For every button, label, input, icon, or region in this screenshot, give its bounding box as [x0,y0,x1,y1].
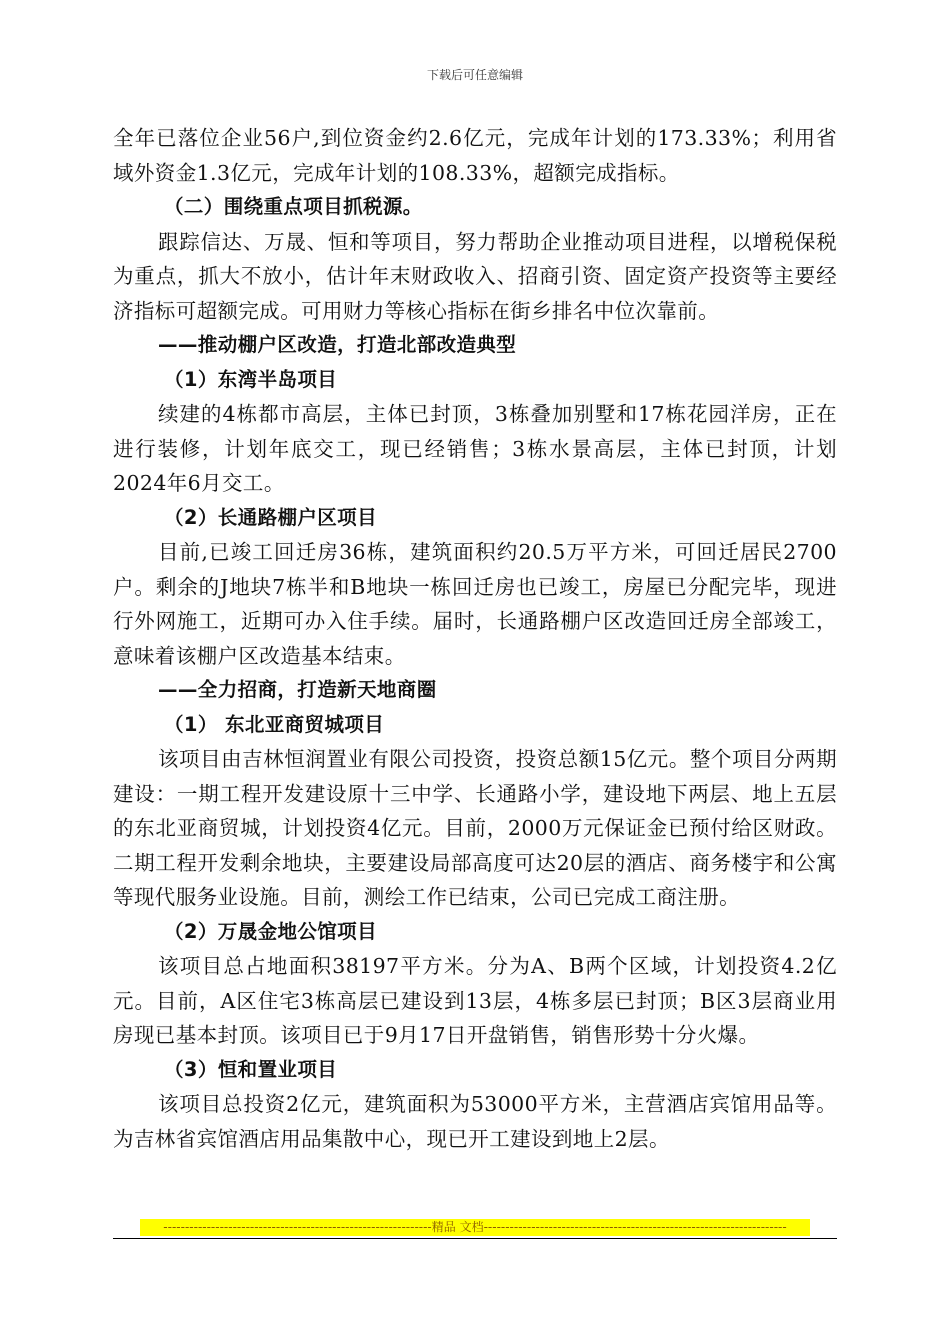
section-heading-investment-promotion: ——全力招商，打造新天地商圈 [158,678,437,701]
subheading-henghe-property: （3）恒和置业项目 [164,1057,338,1081]
paragraph-northeast-asia-trade-city: 该项目由吉林恒润置业有限公司投资，投资总额15亿元。整个项目分两期建设：一期工程开发建设原十三中学、长通路小学，建设地下两层、地上五层的东北亚商贸城，计划投资4亿元。目前，2000万元保证金已预付给区财政。二期工程开发剩余地块，主要建设局部高度可达20层的酒店、商务楼宇和公寓等现代服务业设施。目前，测绘工作已结束，公司已完成工商注册。 [113,747,837,909]
footer-divider [113,1238,837,1239]
paragraph-dongwan-peninsula: 续建的4栋都市高层，主体已封顶，3栋叠加别墅和17栋花园洋房，正在进行装修，计划年底交工，现已经销售；3栋水景高层，主体已封顶，计划2024年6月交工。 [113,402,837,495]
paragraph-changtong-road: 目前,已竣工回迁房36栋，建筑面积约20.5万平方米，可回迁居民2700户。剩余的J地块7栋半和B地块一栋回迁房也已竣工，房屋已分配完毕，现进行外网施工，近期可办入住手续。届时，长通路棚户区改造回迁房全部竣工，意味着该棚户区改造基本结束。 [113,540,837,668]
page-header: 下载后可任意编辑 [426,68,523,82]
subheading-northeast-asia-trade-city: （1） 东北亚商贸城项目 [164,712,385,736]
subheading-wansheng-jindi: （2）万晟金地公馆项目 [164,919,377,943]
paragraph-tax-sources: 跟踪信达、万晟、恒和等项目，努力帮助企业推动项目进程，以增税保税为重点，抓大不放小，估计年末财政收入、招商引资、固定资产投资等主要经济指标可超额完成。可用财力等核心指标在街乡排名中位次靠前。 [113,229,837,323]
section-heading-tax-sources: （二）围绕重点项目抓税源。 [164,195,423,218]
subheading-changtong-road: （2）长通路棚户区项目 [164,505,377,529]
paragraph-funding-summary: 全年已落位企业56户,到位资金约2.6亿元，完成年计划的173.33%；利用省域外资金1.3亿元，完成年计划的108.33%，超额完成指标。 [113,126,837,185]
paragraph-henghe-property: 该项目总投资2亿元，建筑面积为53000平方米，主营酒店宾馆用品等。为吉林省宾馆酒店用品集散中心，现已开工建设到地上2层。 [113,1092,837,1151]
footer-watermark-band: --------------------------------------------------------------精品 文档---------------------------------------------------------------------- [140,1219,810,1236]
section-heading-shantytown-renovation: ——推动棚户区改造，打造北部改造典型 [158,333,517,356]
paragraph-wansheng-jindi: 该项目总占地面积38197平方米。分为A、B两个区域，计划投资4.2亿元。目前，A区住宅3栋高层已建设到13层，4栋多层已封顶；B区3层商业用房现已基本封顶。该项目已于9月17日开盘销售，销售形势十分火爆。 [113,954,837,1047]
subheading-dongwan-peninsula: （1）东湾半岛项目 [164,367,338,391]
document-body [113,121,837,1156]
